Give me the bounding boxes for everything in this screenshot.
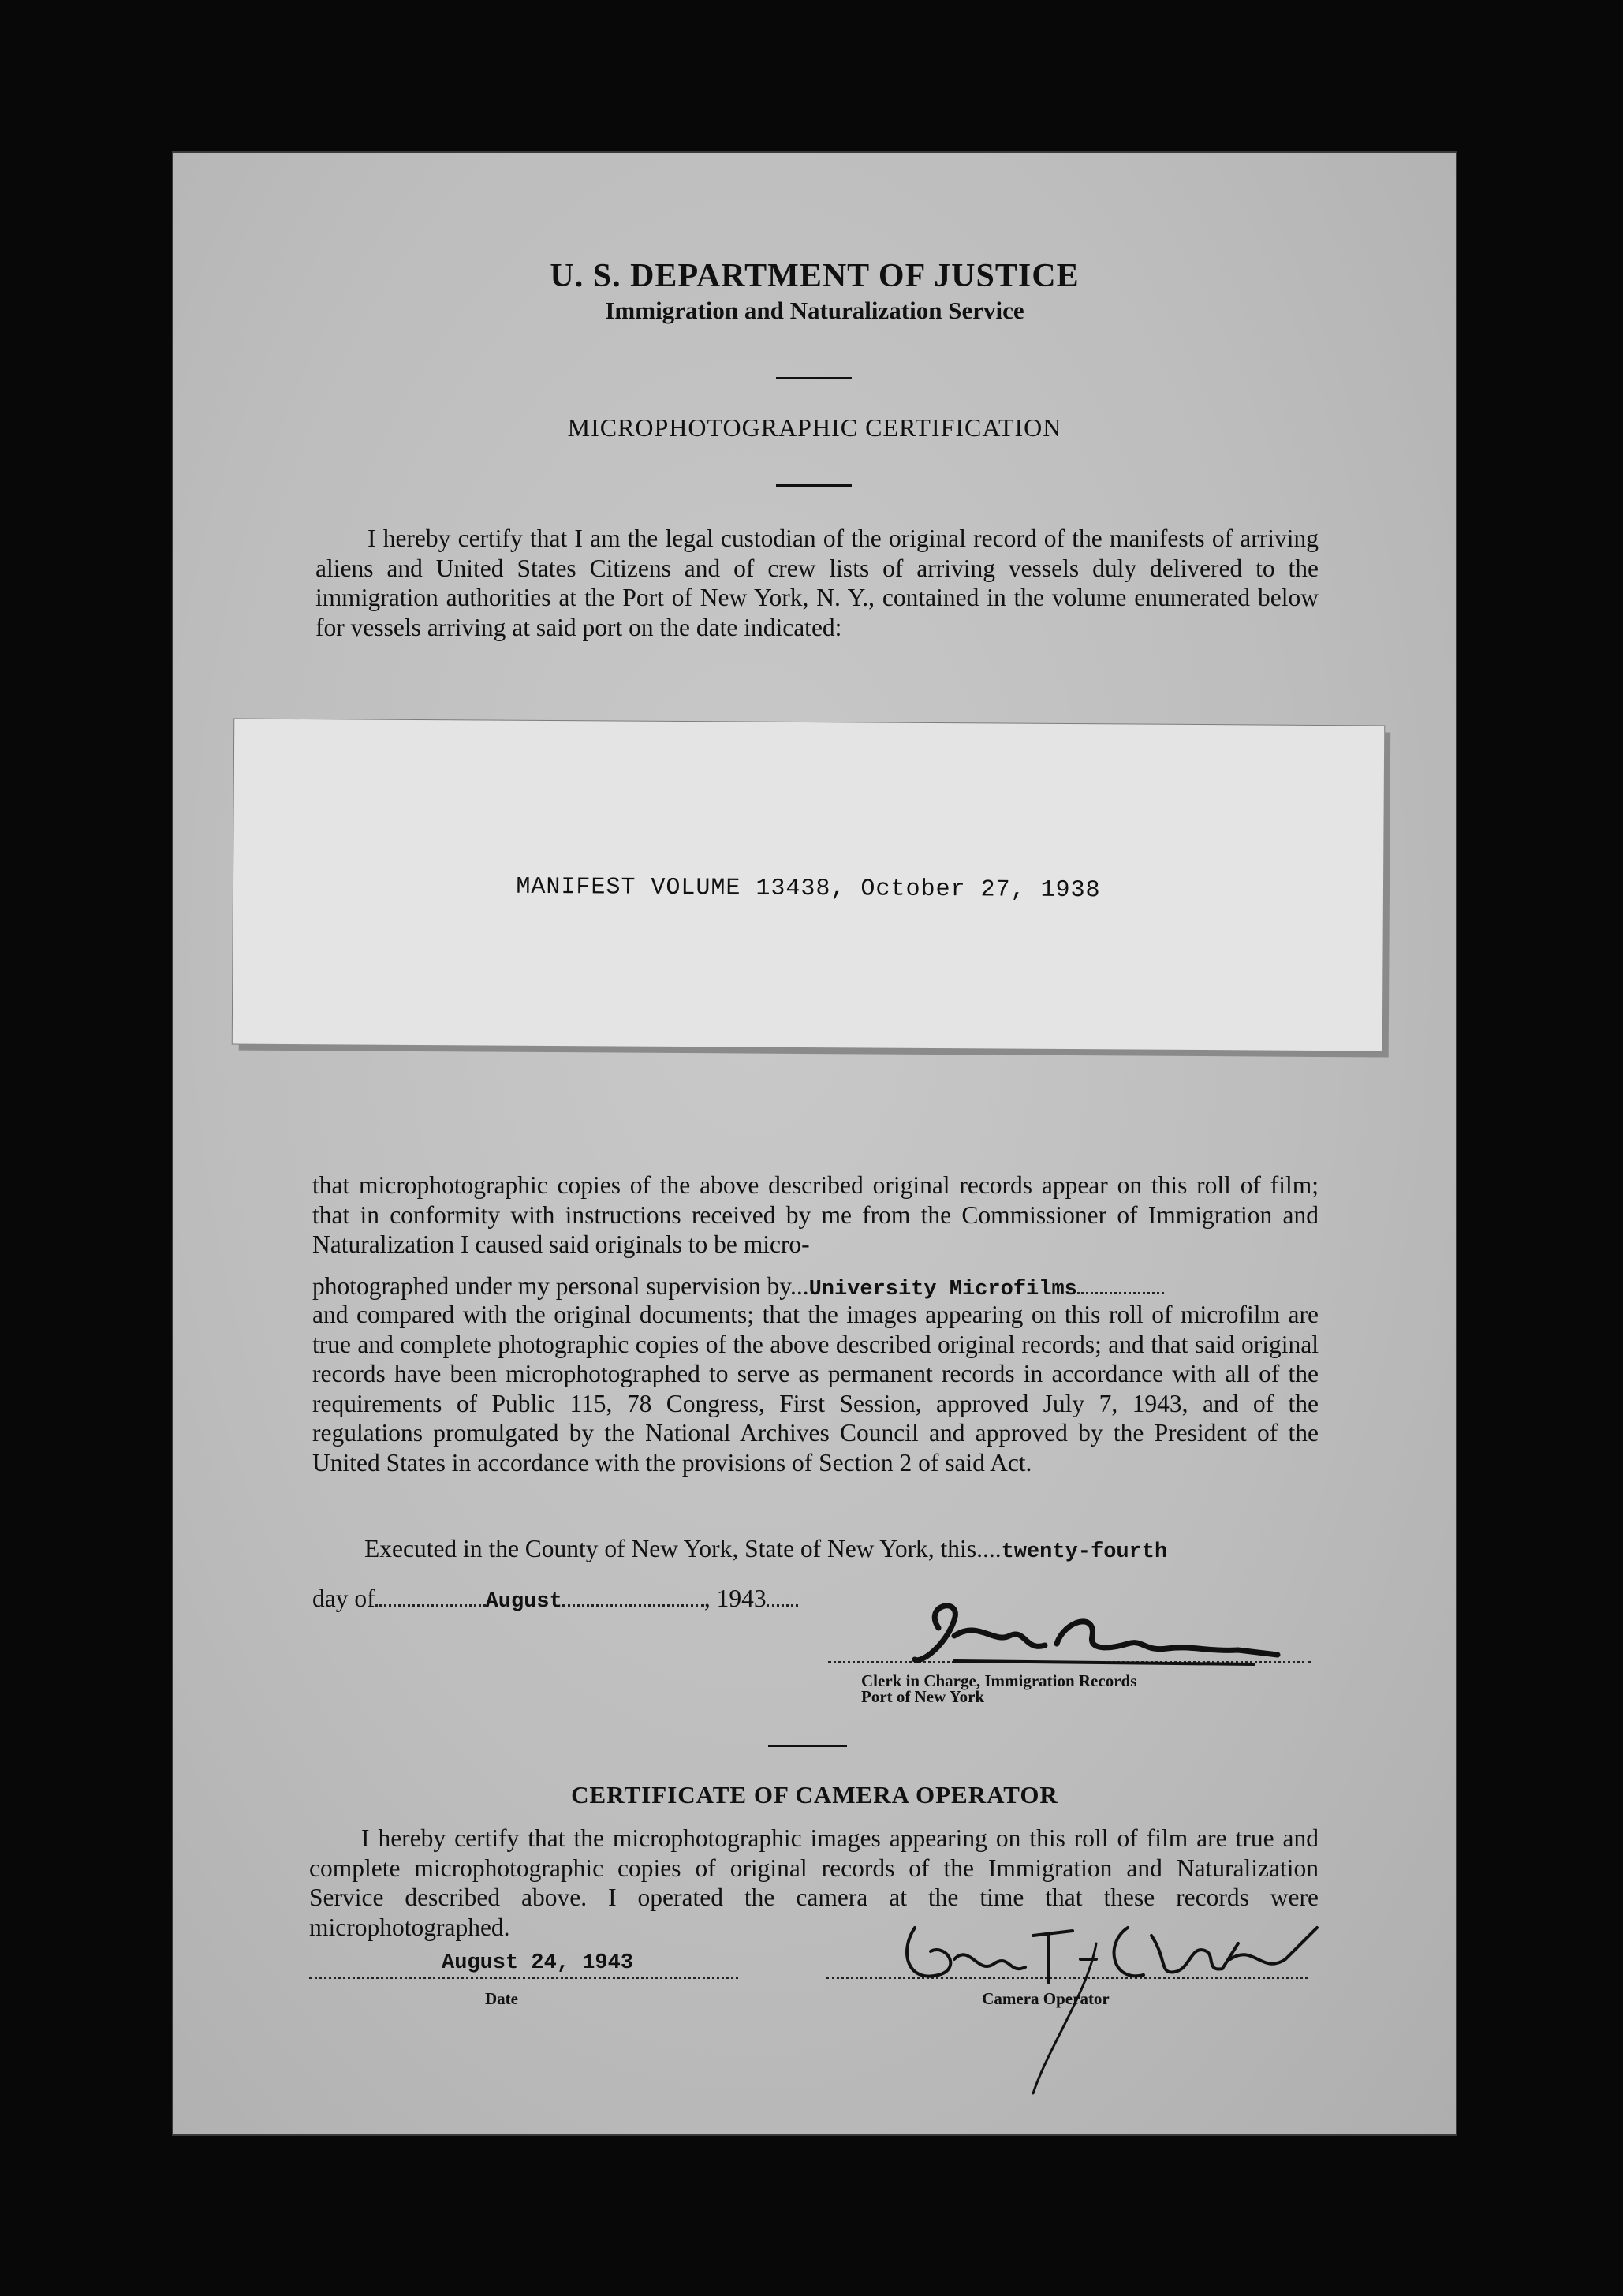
body-paragraph-start: that microphotographic copies of the above described original records appear on this roll of film; that in conformity with instructions received by me from the Commissioner of Immigration and Naturalization I caused said originals to be micro- [312,1171,1319,1259]
camera-certificate-title: CERTIFICATE OF CAMERA OPERATOR [571,1781,1058,1809]
department-title: U. S. DEPARTMENT OF JUSTICE [550,258,1080,294]
supervised-by-prefix: photographed under my personal supervision by... [312,1272,809,1300]
divider-rule [776,377,852,379]
header [173,257,1456,327]
certification-title: MICROPHOTOGRAPHIC CERTIFICATION [567,413,1062,442]
certificate-sheet [173,153,1456,2134]
executed-prefix: Executed in the County of New York, State of New York, this.... [364,1535,1002,1562]
intro-paragraph-text: I hereby certify that I am the legal custodian of the original record of the manifests of arriving aliens and United States Citizens and of crew lists of arriving vessels duly delivered to the immigration authorities at the Port of New York, N. Y., contained in the volume enumerated below for vessels arriving at said port on the date indicated: [315,525,1319,641]
agency-subtitle: Immigration and Naturalization Service [605,297,1024,324]
dotted-fill [375,1584,486,1607]
day-of-month: August [485,1590,562,1614]
date-value: August 24, 1943 [442,1951,634,1975]
dotted-fill [562,1584,704,1607]
divider-rule [776,484,852,487]
supervised-by-value: University Microfilms [808,1278,1077,1301]
divider-rule [768,1745,847,1747]
dotted-fill [767,1584,798,1607]
clerk-title-line1: Clerk in Charge, Immigration Records [861,1671,1137,1690]
clerk-signature [907,1589,1317,1675]
supervised-by-line [312,1271,1164,1301]
date-caption: Date [485,1989,518,2008]
date-line [309,1977,738,1979]
operator-caption: Camera Operator [982,1989,1110,2008]
camera-paragraph-text: I hereby certify that the microphotographic images appearing on this roll of film are true and complete microphotographic copies of original records of the Immigration and Naturalization Service described above. I operated the camera at the time that these records were microphotographed. [309,1824,1319,1941]
body-paragraph-rest: and compared with the original documents; that the images appearing on this roll of microfilm are true and complete photographic copies of the above described original records; and that said original records have been microphotographed to serve as permanent records in accordance with all of the requirements of Public 115, 78 Congress, First Session, approved July 7, 1943, and of the regulations promulgated by the National Archives Council and approved by the President of the United States in accordance with the provisions of Section 2 of said Act. [312,1301,1319,1477]
intro-paragraph [315,524,1319,642]
day-of-line [312,1584,798,1614]
manifest-label-strip [233,719,1384,1051]
manifest-volume-label: MANIFEST VOLUME 13438, October 27, 1938 [516,873,1101,905]
executed-day: twenty-fourth [1001,1540,1168,1564]
day-of-year: , 1943 [703,1585,767,1612]
day-of-prefix: day of [312,1585,375,1612]
clerk-title-line2: Port of New York [861,1687,985,1706]
dotted-fill [1077,1271,1164,1294]
executed-line [364,1535,1167,1564]
